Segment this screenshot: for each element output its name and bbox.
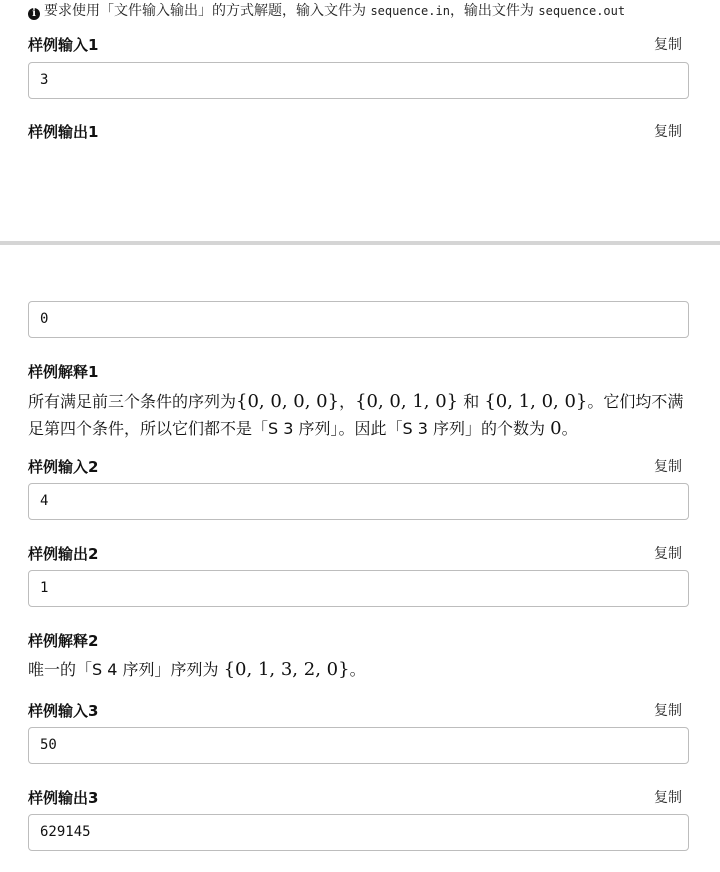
sample-output-3-heading: 样例输出3 (28, 789, 99, 807)
sample-explanation-2-heading: 样例解释2 (28, 632, 99, 650)
math-set-b: {0, 0, 1, 0} (355, 391, 459, 412)
sample-output-2-heading: 样例输出2 (28, 545, 99, 563)
math-zero: 0 (550, 418, 562, 439)
copy-button-input-3[interactable]: 复制 (654, 703, 682, 719)
file-io-notice (28, 2, 625, 20)
copy-button-output-1[interactable]: 复制 (654, 124, 682, 140)
notice-text: 要求使用「文件输入输出」的方式解题，输入文件为 (44, 3, 366, 19)
math-set-a: {0, 0, 0, 0} (236, 391, 340, 412)
sample-output-2-box[interactable]: 1 (28, 570, 689, 607)
copy-button-input-1[interactable]: 复制 (654, 37, 682, 53)
sample-output-1-box[interactable]: 0 (28, 301, 689, 338)
sample-input-2-box[interactable]: 4 (28, 483, 689, 520)
copy-button-input-2[interactable]: 复制 (654, 459, 682, 475)
copy-button-output-2[interactable]: 复制 (654, 546, 682, 562)
input-filename: sequence.in (370, 4, 450, 18)
sample-output-3-box[interactable]: 629145 (28, 814, 689, 851)
sample-explanation-1-text: 所有满足前三个条件的序列为{0, 0, 0, 0}，{0, 0, 1, 0} 和 {0, 1, 0, 0}。它们均不满足第四个条件，所以它们都不是「S 3 序列」。因此「S 3 序列」的个数为 0。 (28, 391, 684, 439)
sample-input-1-box[interactable]: 3 (28, 62, 689, 99)
notice-middle: ，输出文件为 (449, 3, 534, 19)
output-filename: sequence.out (538, 4, 626, 18)
sample-output-1-heading: 样例输出1 (28, 123, 99, 141)
sample-explanation-2-text: 唯一的「S 4 序列」序列为 {0, 1, 3, 2, 0}。 (28, 659, 366, 680)
math-set-s4: {0, 1, 3, 2, 0} (223, 659, 350, 680)
sample-input-3-heading: 样例输入3 (28, 702, 99, 720)
sample-explanation-1-heading: 样例解释1 (28, 363, 99, 381)
sample-input-1-heading: 样例输入1 (28, 36, 99, 54)
section-divider (0, 241, 720, 245)
math-set-c: {0, 1, 0, 0} (484, 391, 588, 412)
sample-input-2-heading: 样例输入2 (28, 458, 99, 476)
copy-button-output-3[interactable]: 复制 (654, 790, 682, 806)
info-icon: i (28, 8, 40, 20)
sample-input-3-box[interactable]: 50 (28, 727, 689, 764)
